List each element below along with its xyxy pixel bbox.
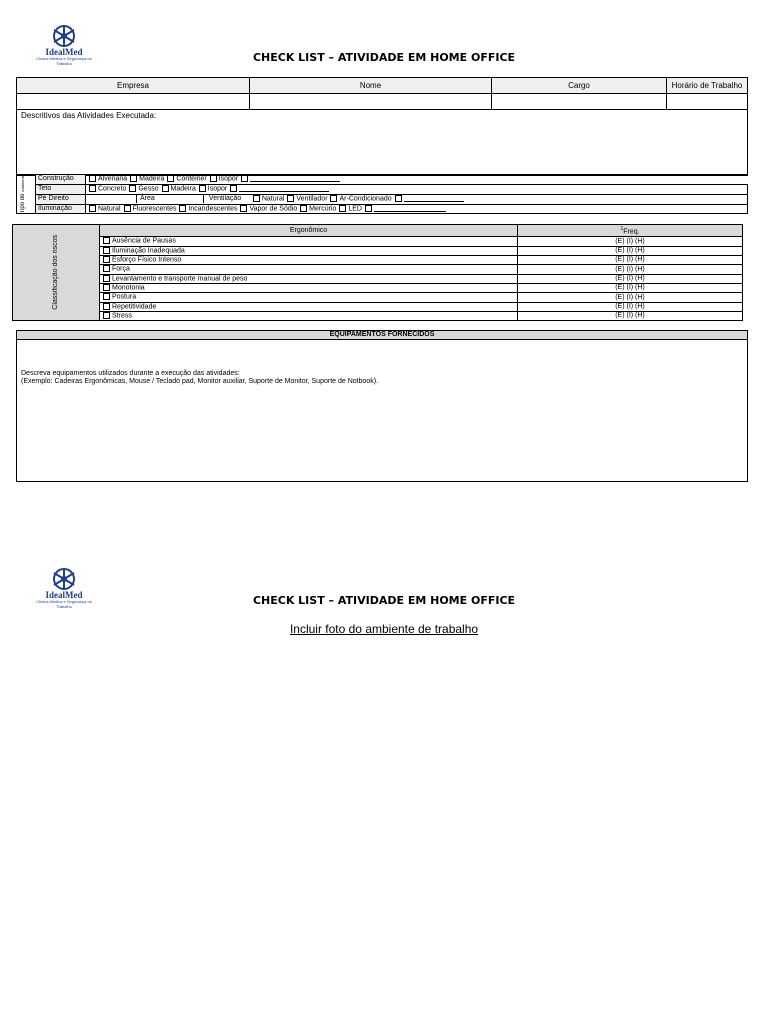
checkbox[interactable] (300, 205, 307, 212)
table-row (13, 237, 743, 246)
checkbox[interactable] (103, 237, 110, 244)
freq-options[interactable]: (E) (I) (H) (518, 274, 743, 283)
checkbox[interactable] (162, 185, 169, 192)
option-label: Natural (98, 205, 121, 213)
table-row (13, 302, 743, 311)
horario-field[interactable] (667, 94, 748, 110)
checkbox[interactable] (210, 175, 217, 182)
checkbox[interactable] (395, 195, 402, 202)
checkbox[interactable] (103, 303, 110, 310)
option-label: Incandescentes (188, 205, 238, 213)
checkbox[interactable] (89, 205, 96, 212)
option-label: Natural (261, 195, 285, 203)
riscos-table (12, 224, 743, 321)
risk-label: Força (112, 265, 130, 273)
equipamentos-line1: Descreva equipamentos utilizados durante a execução das atividades: (21, 370, 240, 377)
option-label: Madeira (170, 185, 196, 193)
freq-options[interactable]: (E) (I) (H) (518, 265, 743, 274)
equipamentos-box[interactable] (16, 330, 748, 482)
risk-label: Postura (112, 293, 137, 301)
table-row (13, 256, 743, 265)
checkbox[interactable] (339, 205, 346, 212)
construcao-options (86, 175, 748, 185)
table-row (13, 265, 743, 274)
option-label: Ar-Condicionado (339, 195, 392, 203)
logo-subtitle: Clínica Medica e Segurança do Trabalho (36, 56, 92, 66)
checkbox[interactable] (103, 256, 110, 263)
descritivos-box[interactable] (16, 109, 748, 176)
header-table (16, 77, 748, 110)
tipo-ambiente-table (16, 174, 748, 214)
freq-header-label: Freq. (623, 228, 640, 236)
riscos-side-label: Classificação dos riscos (52, 235, 59, 311)
iluminacao-label: Iluminação (36, 204, 86, 214)
checkbox[interactable] (240, 205, 247, 212)
checkbox[interactable] (199, 185, 206, 192)
pe-direito-label: Pé Direito (36, 194, 86, 204)
risk-label: Ausência de Pausas (112, 237, 176, 245)
table-row (13, 284, 743, 293)
freq-marker: 1 (620, 226, 624, 232)
page2-title: CHECK LIST – ATIVIDADE EM HOME OFFICE (252, 594, 516, 607)
empresa-field[interactable] (17, 94, 250, 110)
teto-label: Teto (36, 184, 86, 194)
table-row (13, 274, 743, 283)
checkbox[interactable] (103, 284, 110, 291)
checkbox[interactable] (330, 195, 337, 202)
option-label: Mercúrio (309, 205, 337, 213)
risk-label: Repetitividade (112, 303, 157, 311)
option-label: Vapor de Sódio (249, 205, 298, 213)
ventilacao-label: Ventilação (208, 195, 242, 203)
nome-field[interactable] (250, 94, 492, 110)
checkbox[interactable] (167, 175, 174, 182)
nome-label: Nome (250, 78, 492, 94)
checkbox[interactable] (287, 195, 294, 202)
equipamentos-header: EQUIPAMENTOS FORNECIDOS (17, 331, 747, 340)
horario-label: Horário de Trabalho (667, 78, 748, 94)
freq-options[interactable]: (E) (I) (H) (518, 293, 743, 302)
page-title: CHECK LIST – ATIVIDADE EM HOME OFFICE (252, 51, 516, 64)
table-row (13, 246, 743, 255)
cargo-field[interactable] (492, 94, 667, 110)
risk-label: Iluminação Inadequada (112, 247, 185, 255)
logo-brand: IdealMed (45, 590, 83, 600)
checkbox[interactable] (129, 185, 136, 192)
option-label: Ventilador (296, 195, 328, 203)
teto-options (86, 184, 748, 194)
logo-brand: IdealMed (45, 47, 83, 57)
checkbox[interactable] (103, 312, 110, 319)
foto-instruction: Incluir foto do ambiente de trabalho (289, 622, 479, 636)
other-blank[interactable] (239, 185, 329, 192)
risk-label: Monotonia (112, 284, 145, 292)
option-label: Gesso (138, 185, 159, 193)
freq-options[interactable]: (E) (I) (H) (518, 246, 743, 255)
freq-options[interactable]: (E) (I) (H) (518, 302, 743, 311)
checkbox[interactable] (89, 185, 96, 192)
cargo-label: Cargo (492, 78, 667, 94)
option-label: Fluorescentes (132, 205, 177, 213)
risk-label: Esforço Físico Intenso (112, 256, 182, 264)
tipo-side (17, 175, 36, 214)
checkbox[interactable] (230, 185, 237, 192)
checkbox[interactable] (241, 175, 248, 182)
table-row (13, 312, 743, 321)
freq-options[interactable]: (E) (I) (H) (518, 284, 743, 293)
freq-header (518, 225, 743, 237)
checkbox[interactable] (103, 265, 110, 272)
ergonomico-header: Ergonômico (100, 225, 518, 237)
logo-subtitle: Clínica Medica e Segurança do Trabalho (36, 599, 92, 609)
checkbox[interactable] (253, 195, 260, 202)
option-label: Concreto (98, 185, 127, 193)
checkbox[interactable] (124, 205, 131, 212)
table-row (13, 293, 743, 302)
checkbox[interactable] (89, 175, 96, 182)
descritivos-label: Descritivos das Atividades Executada: (21, 111, 157, 120)
logo-icon (51, 24, 77, 48)
option-label: LED (348, 205, 362, 213)
checkbox[interactable] (103, 293, 110, 300)
checkbox[interactable] (179, 205, 186, 212)
checkbox[interactable] (130, 175, 137, 182)
area-label: Área (136, 195, 204, 203)
construcao-label: Construção (36, 175, 86, 185)
freq-options[interactable]: (E) (I) (H) (518, 237, 743, 246)
logo-icon (51, 567, 77, 591)
option-label: Madeira (139, 175, 165, 183)
equipamentos-line2: (Exemplo: Cadeiras Ergonômicas, Mouse / Teclado pad, Monitor auxiliar, Suporte de Monitor, Suporte de Notbook). (21, 378, 379, 385)
tipo-side-sub: Ambiente (20, 175, 25, 192)
pe-direito-options (86, 194, 748, 204)
option-label: Alvenaria (98, 175, 128, 183)
freq-options[interactable]: (E) (I) (H) (518, 312, 743, 321)
option-label: Isopor (207, 185, 228, 193)
risk-label: Stress (112, 312, 132, 320)
freq-options[interactable]: (E) (I) (H) (518, 256, 743, 265)
checkbox[interactable] (103, 275, 110, 282)
empresa-label: Empresa (17, 78, 250, 94)
checkbox[interactable] (365, 205, 372, 212)
risk-label: Levantamento e transporte manual de peso (112, 275, 248, 283)
riscos-side (13, 225, 100, 321)
option-label: Contêiner (176, 175, 207, 183)
option-label: Isopor (218, 175, 239, 183)
checkbox[interactable] (103, 247, 110, 254)
other-blank[interactable] (250, 175, 340, 182)
other-blank[interactable] (404, 195, 464, 202)
other-blank[interactable] (374, 205, 446, 212)
iluminacao-options (86, 204, 748, 214)
tipo-side-label: Tipo de (20, 193, 26, 214)
